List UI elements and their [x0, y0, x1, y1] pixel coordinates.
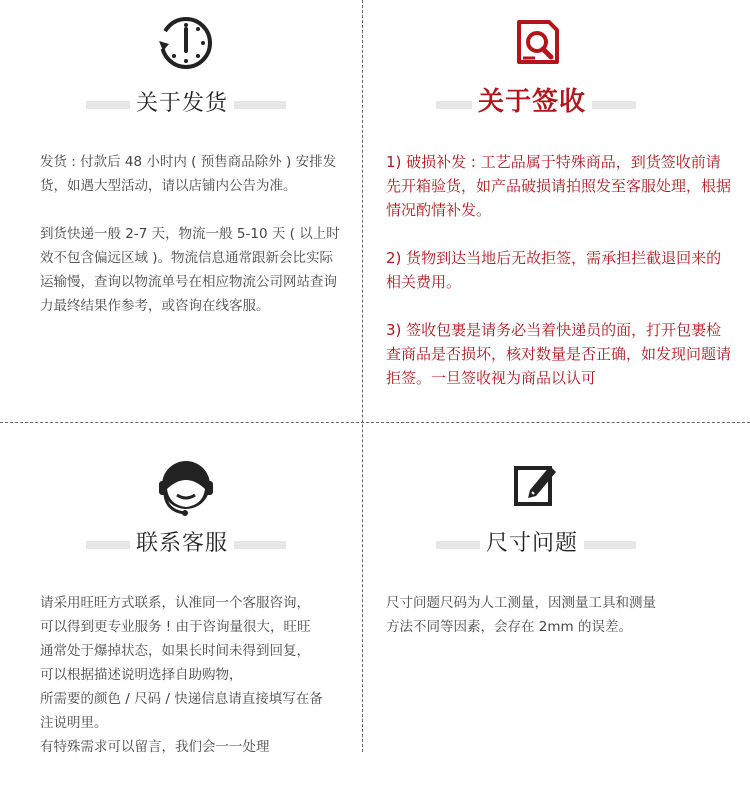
size-title: 尺寸问题 [480, 528, 584, 560]
size-line: 方法不同等因素，会存在 2mm 的误差。 [386, 619, 632, 635]
service-body [40, 591, 350, 759]
clock-icon [150, 10, 220, 76]
service-title: 联系客服 [130, 528, 234, 560]
edit-icon [508, 456, 564, 512]
size-line: 尺寸问题尺码为人工测量，因测量工具和测量 [386, 595, 656, 611]
receipt-paragraph: 2) 货物到达当地后无故拒签，需承担拦截退回来的相关费用。 [386, 249, 722, 291]
service-line: 通常处于爆掉状态，如果长时间未得到回复， [40, 643, 310, 659]
service-line: 请采用旺旺方式联系，认准同一个客服咨询， [40, 595, 310, 611]
receipt-title: 关于签收 [472, 86, 592, 118]
service-line: 有特殊需求可以留言，我们会一一处理 [40, 739, 270, 755]
search-document-icon [508, 14, 568, 72]
receipt-body [386, 150, 731, 414]
shipping-paragraph: 到货快递一般 2-7 天，物流一般 5-10 天 ( 以上时效不包含偏远区域 )。物流信息通常跟新会比实际运输慢，查询以物流单号在相应物流公司网站查询力最终结果作参考，或咨询在线客服。 [40, 226, 340, 314]
shipping-title: 关于发货 [130, 88, 234, 120]
service-line: 可以得到更专业服务 ! 由于咨询量很大，旺旺 [40, 619, 311, 635]
shipping-paragraph: 发货 : 付款后 48 小时内 ( 预售商品除外 ) 安排发货，如遇大型活动，请以店铺内公告为准。 [40, 154, 337, 194]
service-line: 注说明里。 [40, 715, 108, 731]
service-line: 可以根据描述说明选择自助购物， [40, 667, 243, 683]
horizontal-divider [0, 422, 750, 423]
headset-icon [150, 452, 222, 520]
shipping-body [40, 150, 340, 342]
size-body [386, 591, 726, 639]
vertical-divider [362, 0, 363, 752]
service-line: 所需要的颜色 / 尺码 / 快递信息请直接填写在备 [40, 691, 323, 707]
receipt-paragraph: 1) 破损补发 : 工艺品属于特殊商品，到货签收前请先开箱验货，如产品破损请拍照发至客服处理，根据情况酌情补发。 [386, 153, 732, 219]
receipt-paragraph: 3) 签收包裹是请务必当着快递员的面，打开包裹检查商品是否损坏，核对数量是否正确，如发现问题请拒签。一旦签收视为商品以认可 [386, 321, 732, 387]
